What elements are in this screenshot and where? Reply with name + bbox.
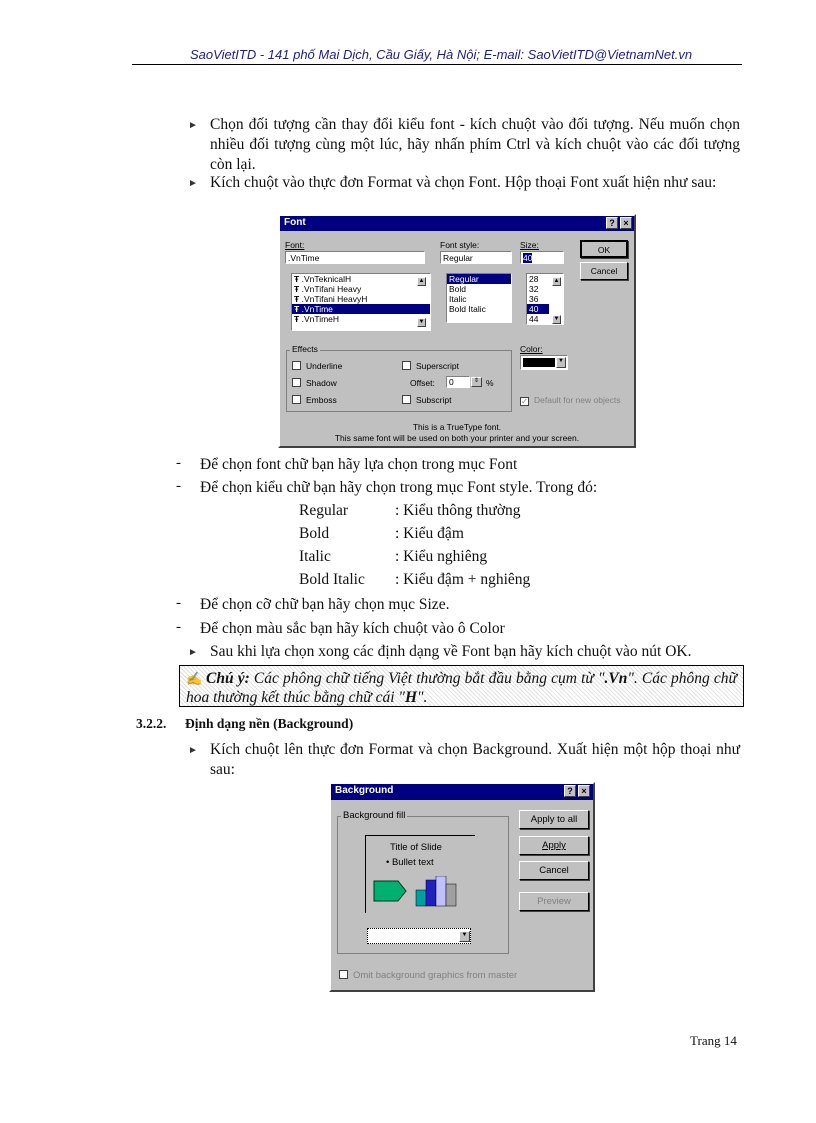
close-icon[interactable]: × (620, 217, 632, 229)
paragraph-dash-3: Để chọn cỡ chữ bạn hãy chọn mục Size. (200, 596, 450, 613)
paragraph-dash-1: Để chọn font chữ bạn hãy lựa chọn trong mục Font (200, 456, 518, 473)
color-label: Color: (520, 344, 543, 354)
section-title: Định dạng nền (Background) (185, 716, 354, 731)
note-label: Chú ý: (205, 670, 250, 687)
bar-3 (436, 876, 446, 906)
note-bold: H (404, 689, 417, 706)
cancel-button[interactable]: Cancel (580, 262, 628, 280)
scroll-up-icon[interactable]: ▲ (553, 278, 560, 284)
default-new-checkbox[interactable]: ✓ Default for new objects (521, 395, 621, 406)
printer-info: This same font will be used on both your printer and your screen. (334, 433, 580, 443)
ok-button[interactable]: OK (580, 240, 628, 258)
style-desc: : Kiểu đậm + nghiêng (395, 571, 531, 588)
list-item-selected[interactable]: Regular (447, 274, 511, 284)
bullet-marker: ► (188, 178, 198, 189)
bullet-marker: ► (188, 647, 198, 658)
emboss-checkbox[interactable]: Emboss (292, 395, 337, 405)
font-dialog-title: Font (284, 217, 306, 228)
style-name: Bold Italic (299, 571, 365, 588)
preview-graphics (372, 876, 472, 908)
fill-select[interactable] (367, 928, 471, 944)
list-item-selected[interactable]: 40 (527, 304, 549, 314)
pencil-icon: ✍ (186, 671, 206, 686)
underline-checkbox[interactable]: Underline (292, 361, 342, 371)
list-item[interactable]: 36 (529, 294, 539, 304)
bg-dialog-titlebar (331, 784, 593, 800)
note-text: Các phông chữ tiếng Việt thường bắt đầu bằng cụm từ " (249, 670, 605, 687)
font-dialog (278, 214, 636, 448)
page-number: Trang 14 (690, 1033, 737, 1048)
style-name: Bold (299, 525, 330, 542)
effects-label: Effects (292, 344, 318, 354)
page-header: SaoVietITD - 141 phố Mai Dịch, Cầu Giấy, Hà Nội; E-mail: SaoVietITD@VietnamNet.vn (190, 47, 693, 62)
paragraph-bullet-3: Sau khi lựa chọn xong các định dạng về Font bạn hãy kích chuột vào nút OK. (210, 643, 692, 660)
bar-2 (426, 880, 436, 906)
dash-marker: - (176, 595, 181, 611)
shadow-checkbox[interactable]: Shadow (292, 378, 337, 388)
superscript-checkbox[interactable]: Superscript (402, 361, 459, 371)
close-icon[interactable]: × (578, 785, 590, 797)
font-list[interactable] (291, 273, 431, 331)
paragraph-dash-4: Để chọn màu sắc bạn hãy kích chuột vào ô Color (200, 620, 505, 637)
font-label: Font: (285, 240, 305, 250)
offset-percent: % (486, 378, 494, 388)
apply-button[interactable]: Apply (519, 836, 589, 855)
style-desc: : Kiểu nghiêng (395, 548, 488, 565)
slide-preview (365, 835, 475, 913)
help-icon[interactable]: ? (606, 217, 618, 229)
omit-background-checkbox[interactable]: Omit background graphics from master (339, 970, 517, 981)
size-label: Size: (520, 240, 539, 250)
dash-marker: - (176, 619, 181, 635)
apply-to-all-button[interactable]: Apply to all (519, 810, 589, 829)
background-fill-label: Background fill (343, 810, 406, 821)
note-box (179, 665, 744, 707)
preview-bullet: • Bullet text (386, 857, 434, 868)
scroll-down-icon[interactable]: ▼ (418, 319, 425, 325)
scroll-down-icon[interactable]: ▼ (553, 316, 560, 322)
subscript-checkbox[interactable]: Subscript (402, 395, 451, 405)
color-swatch (523, 358, 555, 367)
note-text: ". Các phông chữ hoa thường kết thúc bằng chữ cái " (186, 670, 737, 706)
truetype-info: This is a TrueType font. (412, 422, 502, 432)
offset-label: Offset: (410, 378, 435, 388)
font-style-input[interactable]: Regular (440, 251, 512, 264)
list-item[interactable]: Bold Italic (449, 304, 486, 314)
list-item[interactable]: Bold (449, 284, 467, 294)
list-item[interactable]: Ŧ .VnTeknicalH (294, 274, 352, 284)
style-name: Regular (299, 502, 349, 519)
list-item-selected[interactable]: Ŧ .VnTime (292, 304, 430, 314)
bg-dialog-title: Background (335, 785, 394, 796)
paragraph-bullet-2: Kích chuột vào thực đơn Format và chọn Font. Hộp thoại Font xuất hiện như sau: (210, 174, 717, 191)
preview-title: Title of Slide (390, 842, 442, 853)
font-style-list[interactable] (446, 273, 512, 323)
offset-input[interactable]: 0 (446, 376, 470, 388)
dash-marker: - (176, 455, 181, 471)
font-dialog-titlebar (280, 216, 634, 231)
note-text: ". (417, 689, 428, 706)
help-icon[interactable]: ? (564, 785, 576, 797)
font-input[interactable]: .VnTime (285, 251, 425, 264)
font-style-label: Font style: (440, 240, 480, 250)
style-desc: : Kiểu đậm (395, 525, 464, 542)
chevron-down-icon[interactable]: ▼ (556, 357, 566, 368)
list-item[interactable]: Ŧ .VnTimeH (294, 314, 340, 324)
list-item[interactable]: 44 (529, 314, 539, 324)
paragraph-bullet-4: Kích chuột lên thực đơn Format và chọn Background. Xuất hiện một hộp thoại như sau: (210, 741, 740, 778)
background-dialog (329, 782, 595, 992)
size-input[interactable]: 40 (520, 251, 564, 264)
style-name: Italic (299, 548, 331, 565)
note-bold: .Vn (604, 670, 628, 687)
scroll-up-icon[interactable]: ▲ (418, 278, 425, 284)
bullet-marker: ► (188, 120, 198, 131)
offset-spinner-icon[interactable]: ⇕ (471, 377, 482, 387)
bullet-marker: ► (188, 745, 198, 756)
list-item[interactable]: Ŧ .VnTifani Heavy (294, 284, 362, 294)
arrow-shape (374, 881, 406, 901)
dash-marker: - (176, 478, 181, 494)
list-item[interactable]: Italic (449, 294, 467, 304)
style-desc: : Kiểu thông thường (395, 502, 521, 519)
list-item[interactable]: 28 (529, 274, 539, 284)
paragraph-bullet-1: Chọn đối tượng cần thay đổi kiểu font - kích chuột vào đối tượng. Nếu muốn chọn nhiều đối tượng cùng một lúc, hãy nhấn phím Ctrl và kích chuột vào các đối tượng còn lại. (210, 116, 740, 173)
paragraph-dash-2: Để chọn kiểu chữ bạn hãy chọn trong mục Font style. Trong đó: (200, 479, 598, 496)
bar-4 (446, 884, 456, 906)
preview-button[interactable]: Preview (519, 892, 589, 911)
section-number: 3.2.2. (136, 716, 167, 731)
list-item[interactable]: 32 (529, 284, 539, 294)
header-rule (132, 64, 742, 65)
list-item[interactable]: Ŧ .VnTifani HeavyH (294, 294, 368, 304)
chevron-down-icon[interactable]: ▼ (459, 931, 470, 942)
bar-1 (416, 890, 426, 906)
cancel-button[interactable]: Cancel (519, 861, 589, 880)
